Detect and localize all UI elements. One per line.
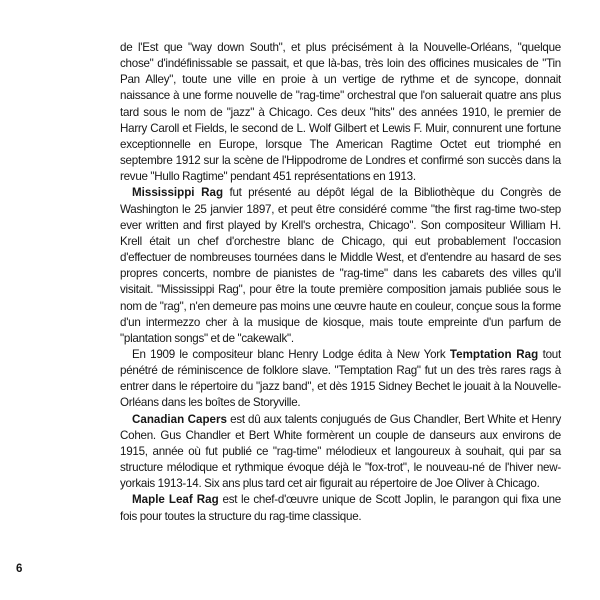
paragraph-temptation-rag	[120, 347, 561, 412]
paragraph-canadian-capers	[120, 412, 561, 493]
paragraph-text: est dû aux talents conjugués de Gus Chandler, Bert White et Henry Cohen. Gus Chandler et Bert White formèrent un couple de danseurs aux environs de 1915, année où fut publié ce "rag-time" mélodieux et langoureux à souhait, qui par sa structure mélodique et rythmique évoque déjà le "fox-trot", le nouveau-né de l'hiver new-yorkais 1913-14. Six ans plus tard cet air figurait au répertoire de Joe Oliver à Chicago.	[120, 412, 562, 491]
paragraph-text: En 1909 le compositeur blanc Henry Lodge édita à New York	[132, 347, 450, 361]
title-maple-leaf-rag: Maple Leaf Rag	[132, 493, 219, 507]
title-canadian-capers: Canadian Capers	[132, 412, 227, 426]
paragraph-text: tout pénétré de réminiscence de folklore slave. "Temptation Rag" fut un des très rares rags à entrer dans le répertoire du "jazz band", et dès 1915 Sidney Bechet le jouait à la Nouvelle-Orléans dans les boîtes de Storyville.	[120, 347, 561, 410]
paragraph-text: fut présenté au dépôt légal de la Bibliothèque du Congrès de Washington le 25 janvier 1897, et peut être considéré comme "the first rag-time two-step ever written and first played by Krell's orchestra, Chicago". Son compositeur William H. Krell était un chef d'orchestre blanc de Chicago, qui eut probablement l'occasion d'effectuer de nombreuses tournées dans le Middle West, et d'entendre au hasard de ses propres concerts, nombre de pianistes de "rag-time" dans les cabarets des villes qu'il visitait. "Mississippi Rag", pour être la toute première composition jamais publiée sous le nom de "rag", n'en demeure pas moins une œuvre haute en couleur, conçue sous la forme d'un intermezzo cher à la musique de kiosque, mais toute empreinte d'un parfum de "plantation songs" et de "cakewalk".	[120, 186, 561, 345]
paragraph-maple-leaf-rag	[120, 492, 561, 524]
paragraph-text: de l'Est que "way down South", et plus précisément à la Nouvelle-Orléans, "quelque chose" d'indéfinissable se passait, et que là-bas, très loin des officines musicales de "Tin Pan Alley", toute une ville en proie à un vertige de rythme et de syncope, donnait naissance à une forme nouvelle de "rag-time" orchestral que l'on saluerait quatre ans plus tard sous le nom de "jazz" à Chicago. Ces deux "hits" des années 1910, le premier de Harry Caroll et Fields, le second de L. Wolf Gilbert et Lewis F. Muir, connurent une fortune exceptionnelle en Europe, lorsque The American Ragtime Octet eut triomphé en septembre 1912 sur la scène de l'Hippodrome de Londres et confirmé son succès dans la revue "Hullo Ragtime" pendant 451 représentations en 1913.	[120, 41, 561, 184]
paragraph-mississippi-rag	[120, 185, 561, 347]
body-text-column	[120, 40, 561, 525]
paragraph-text: est le chef-d'œuvre unique de Scott Joplin, le parangon qui fixa une fois pour toutes la structure du rag-time classique.	[120, 493, 561, 523]
title-mississippi-rag: Mississippi Rag	[132, 186, 224, 200]
page-number: 6	[16, 563, 23, 575]
title-temptation-rag: Temptation Rag	[449, 347, 539, 361]
paragraph-hits-1910	[120, 40, 561, 185]
